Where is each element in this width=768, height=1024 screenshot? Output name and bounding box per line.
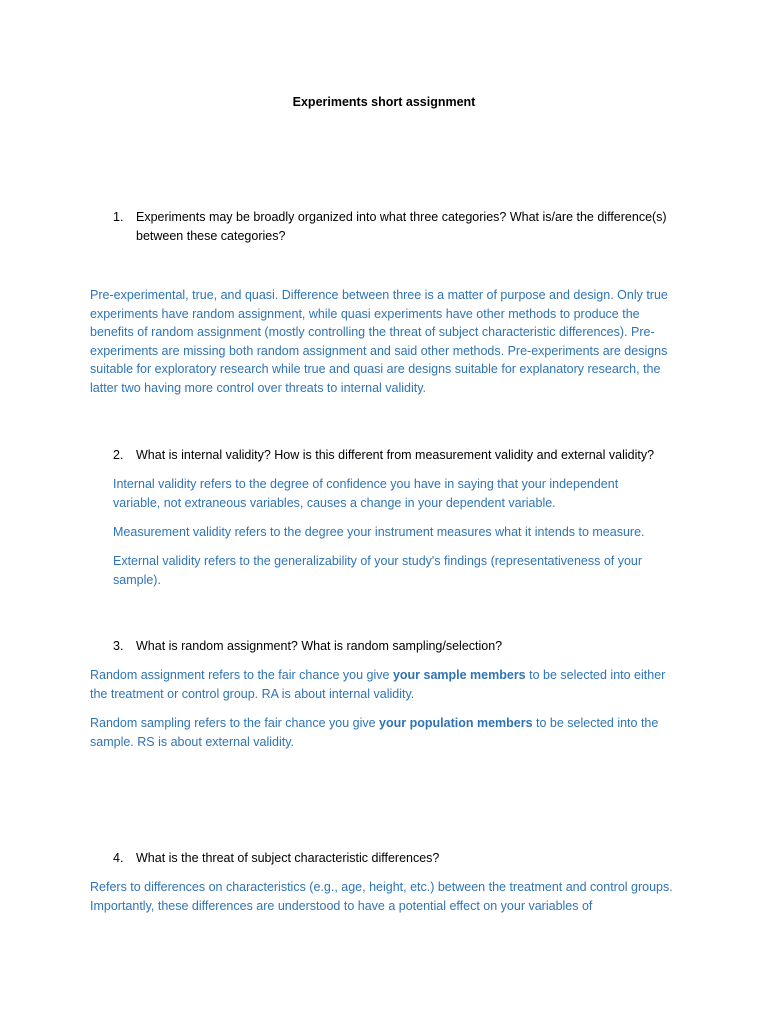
question-number: 4. — [113, 851, 124, 865]
answer-4: Refers to differences on characteristics (e.g., age, height, etc.) between the treatment and control groups. Importantly, these differences are understood to have a potential effect on your variables of — [90, 880, 673, 913]
answer-2-external-validity: External validity refers to the generalizability of your study's findings (representativeness of your sample). — [113, 554, 643, 587]
question-text: What is random assignment? What is random sampling/selection? — [136, 639, 503, 653]
document-title: Experiments short assignment — [292, 95, 476, 109]
question-number: 1. — [113, 210, 124, 224]
answer-text: to be selected into either the treatment or control group. RA is about internal validity. — [90, 668, 666, 701]
question-text: What is the threat of subject characteristic differences? — [136, 851, 440, 865]
answer-text: Random sampling refers to the fair chance you give — [90, 716, 380, 730]
answer-2-measurement-validity: Measurement validity refers to the degree your instrument measures what it intends to measure. — [113, 525, 645, 539]
question-number: 2. — [113, 448, 124, 462]
question-number: 3. — [113, 639, 124, 653]
answer-1: Pre-experimental, true, and quasi. Difference between three is a matter of purpose and design. Only true experiments have random assignment, while quasi experiments have other methods to produce the benefits of random assignment (mostly controlling the threat of subject characteristic differences). Pre-experiments are missing both random assignment and said other methods. Pre-experiments are designs suitable for exploratory research while true and quasi are designs suitable for explanatory research, the latter two having more control over threats to internal validity. — [90, 288, 668, 395]
question-2 — [113, 446, 688, 465]
answer-text: to be selected into the sample. RS is about external validity. — [90, 716, 659, 749]
question-1 — [113, 208, 688, 246]
question-4 — [113, 849, 688, 868]
answer-3-random-assignment — [90, 666, 680, 703]
answer-3-random-sampling — [90, 714, 680, 751]
answer-2-internal-validity: Internal validity refers to the degree of confidence you have in saying that your independent variable, not extraneous variables, causes a change in your dependent variable. — [113, 477, 619, 510]
question-3 — [113, 637, 688, 656]
answer-text: Random assignment refers to the fair chance you give — [90, 668, 393, 682]
question-text: Experiments may be broadly organized into what three categories? What is/are the difference(s) between these categories? — [136, 210, 667, 243]
emphasis-text: your sample members — [392, 668, 526, 682]
emphasis-text: your population members — [379, 716, 533, 730]
question-text: What is internal validity? How is this different from measurement validity and external validity? — [136, 448, 655, 462]
